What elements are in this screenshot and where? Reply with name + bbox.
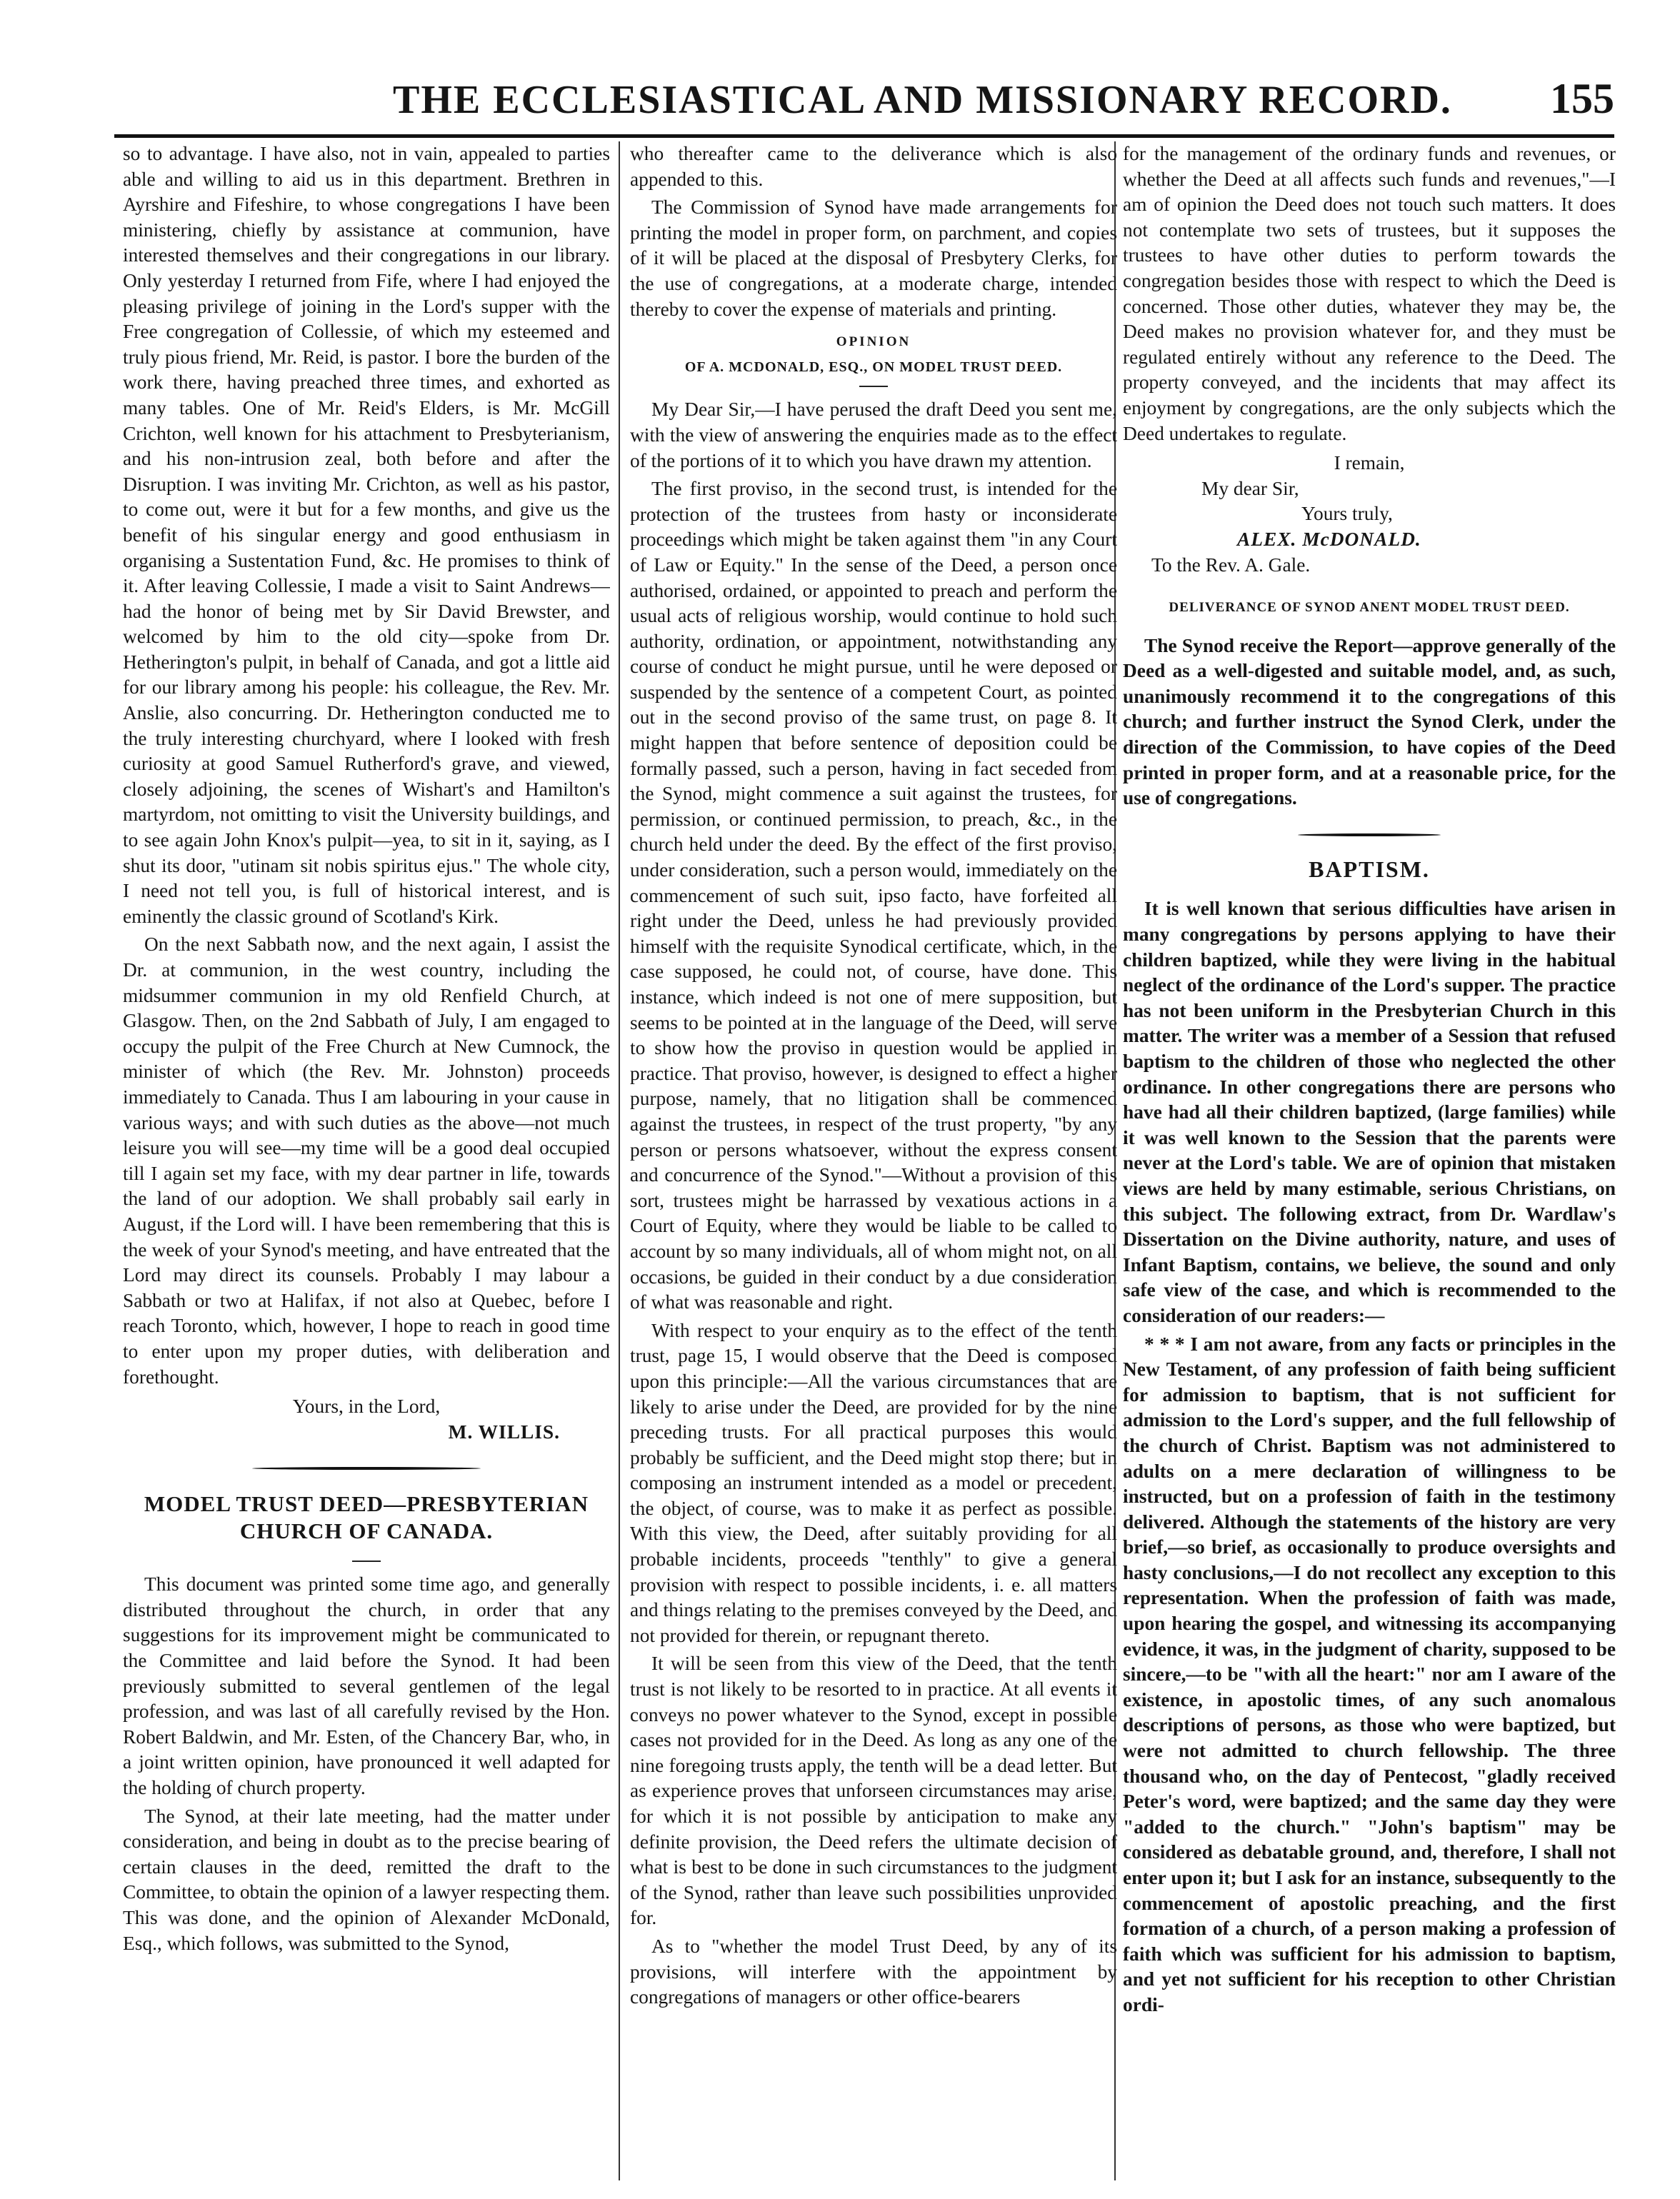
section-divider bbox=[252, 1463, 481, 1473]
opinion-title: OPINION bbox=[836, 334, 911, 350]
trust-deed-paragraph-3: who thereafter came to the deliverance which is also appended to this. bbox=[630, 143, 1117, 190]
trust-deed-paragraph-1: This document was printed some time ago, and generally distributed throughout the church, in order that any suggestions for its improvement might be communicated to the Committee and laid before the Synod. It had been previously submitted to several gentlemen of the legal profession, and was last of all carefully revised by the Hon. Robert Baldwin, and Mr. Esten, of the Chancery Bar, who, in a joint written opinion, have pronounced it well adapted for the holding of church property. bbox=[123, 1573, 610, 1799]
baptism-paragraph-1: It is well known that serious difficulties have arisen in many congregations by persons applying to have their children baptized, while they were living in the habitual neglect of the ordinance of the Lord's supper. The practice has not been uniform in the Presbyterian Church in this matter. The writer was a member of a Session that refused baptism to the children of those who neglected the other ordinance. In other congregations there are persons who have had all their children baptized, (large families) while it was well known to the Session that the parents were never at the Lord's table. We are of opinion that mistaken views are held by many estimable, serious Christians, on this subject. The following extract, from Dr. Wardlaw's Dissertation on the Divine authority, nature, and uses of Infant Baptism, contains, we believe, the sound and only safe view of the case, and which is recommended to the consideration of our readers:— bbox=[1123, 898, 1616, 1326]
letter-signature-block bbox=[123, 1394, 610, 1445]
section-title-model-trust-deed: MODEL TRUST DEED—PRESBYTERIAN CHURCH OF CANADA. bbox=[144, 1491, 589, 1544]
letter-sign-off: Yours, in the Lord, bbox=[292, 1396, 441, 1418]
trust-deed-paragraph-4: The Commission of Synod have made arrangements for printing the model in proper form, on parchment, and copies of it will be placed at the disposal of Presbytery Clerks, for the use of congregations, at a moderate charge, intended thereby to cover the expense of materials and printing. bbox=[630, 196, 1117, 320]
opinion-paragraph-2: The first proviso, in the second trust, is intended for the protection of the trustees from hasty or inconsiderate proceedings which might be taken against them "in any Court of Law or Equity." In the sense of the Deed, a person once authorised, ordained, or appointed to preach and perform the usual acts of religious worship, would continue to hold such authority, ordination, or appointment, notwithstanding any course of conduct he might pursue, until he were deposed or suspended by the sentence of a competent Court, as pointed out in the second proviso of the same trust, on page 8. It might happen that before sentence of deposition could be formally passed, such a person, having in fact seceded from the Synod, might commence a suit against the trustees, for permission, or continued permission, to preach, &c., in the church held under the deed. By the effect of the first proviso, under consideration, such a person would, immediately on the commencement of such suit, ipso facto, have forfeited all right under the Deed, unless he had previously provided himself with the requisite Synodical certificate, which, in the case supposed, he could not, of course, have done. This instance, which indeed is not one of mere supposition, but seems to be pointed at in the language of the Deed, will serve to show how the proviso in question would be applied in practice. That proviso, however, is designed to effect a higher purpose, namely, that no litigation shall be commenced against the trustees, in respect of the trust property, "by any person or persons whatsoever, without the express consent and concurrence of the Synod."—Without a provision of this sort, trustees might be harrassed by vexatious actions in a Court of Equity, where they would be liable to be called to account by so many individuals, all of whom might not, on all occasions, be guided in their conduct by a due consideration of what was reasonable and right. bbox=[630, 478, 1117, 1313]
column-left bbox=[123, 141, 610, 2180]
opinion-paragraph-1: My Dear Sir,—I have perused the draft Deed you sent me, with the view of answering the enquiries made as to the effect of the portions of it to which you have drawn my attention. bbox=[630, 399, 1117, 471]
running-title: THE ECCLESIASTICAL AND MISSIONARY RECORD. bbox=[393, 78, 1452, 122]
baptism-divider bbox=[1298, 830, 1441, 840]
opinion-dash bbox=[859, 386, 888, 387]
deliverance-title: DELIVERANCE OF SYNOD ANENT MODEL TRUST DEED. bbox=[1169, 600, 1570, 616]
letter-paragraph-2: On the next Sabbath now, and the next again, I assist the Dr. at communion, in the west country, including the midsummer communion in my old Renfield Church, at Glasgow. Then, on the 2nd Sabbath of July, I am engaged to occupy the pulpit of the Free Church at New Cumnock, the minister of which (the Rev. Mr. Johnston) proceeds immediately to Canada. Thus I am labouring in your cause in various ways; and with such duties as the above—not much leisure you will see—my time will be a good deal occupied till I again set my face, with my dear partner in life, towards the land of our adoption. We shall probably sail early in August, if the Lord will. I have been remembering that this is the week of your Synod's meeting, and have entreated that the Lord may direct its counsels. Probably I may labour a Sabbath or two at Halifax, if not also at Quebec, before I reach Toronto, which, however, I hope to reach in good time to enter upon my proper duties, with deliberation and forethought. bbox=[123, 933, 610, 1388]
closing-signature: ALEX. McDONALD. bbox=[1237, 528, 1421, 550]
title-dash bbox=[352, 1561, 381, 1562]
opinion-paragraph-4: It will be seen from this view of the Deed, that the tenth trust is not likely to be resorted to in practice. At all events it conveys no power whatever to the Synod, except in possible cases not provided for in the Deed. As long as any one of the nine foregoing trusts apply, the tenth will be a dead letter. But as experience proves that unforseen circumstances may arise, for which it is not possible by anticipation to make any definite provision, the Deed refers the ultimate decision of what is best to be done in such circumstances to the judgment of the Synod, rather than leave such possibilities unprovided for. bbox=[630, 1653, 1117, 1929]
opinion-paragraph-6: for the management of the ordinary funds and revenues, or whether the Deed at all affects such funds and revenues,"—I am of opinion the Deed does not touch such matters. It does not contemplate two sets of trustees, but it supposes the trustees to have other duties to perform towards the congregation besides those with respect to which the Deed is concerned. Those other duties, whatever they may be, the Deed makes no provision whatever for, and they must be regulated entirely without any reference to the Deed. The property conveyed, and the incidents that may affect its enjoyment by congregations, are the only subjects which the Deed undertakes to regulate. bbox=[1123, 143, 1616, 444]
opinion-closing-block bbox=[1123, 451, 1616, 578]
closing-remain: I remain, bbox=[1334, 452, 1405, 474]
opinion-subtitle: OF A. MCDONALD, ESQ., ON MODEL TRUST DEED. bbox=[684, 359, 1063, 375]
baptism-paragraph-2: * * * I am not aware, from any facts or principles in the New Testament, of any profession of faith being sufficient for admission to baptism, that is not sufficient for admission to the Lord's supper, and the full fellowship of the church of Christ. Baptism was not administered to adults on a mere declaration of willingness to be instructed, but on a profession of faith in the testimony delivered. Although the statements of the history are very brief,—so brief, as occasionally to produce oversights and hasty conclusions,—I do not recollect any exception to this representation. When the profession of faith was made, upon hearing the gospel, and witnessing its accompanying evidence, it was, in the judgment of charity, supposed to be sincere,—to be "with all the heart:" nor am I aware of the existence, in apostolic times, of any such anomalous descriptions of persons, as those who were baptized, but were not admitted to church fellowship. The three thousand who, on the day of Pentecost, "gladly received Peter's word, were baptized; and the same day they were "added to the church." "John's baptism" may be considered as debatable ground, and, therefore, I shall not enter upon it; but I ask for an instance, subsequently to the commencement of apostolic preaching, and the first formation of a church, of a person making a profession of faith which was sufficient for his admission to baptism, and yet not sufficient for his reception to other Christian ordi- bbox=[1123, 1333, 1616, 2015]
section-title-baptism: BAPTISM. bbox=[1309, 856, 1430, 882]
deliverance-body bbox=[1123, 633, 1616, 811]
page-number: 155 bbox=[1550, 75, 1614, 122]
closing-addressee: To the Rev. A. Gale. bbox=[1151, 553, 1311, 576]
deliverance-paragraph: The Synod receive the Report—approve generally of the Deed as a well-digested and suitable model, and, as such, unanimously recommend it to the congregations of this church; and further instruct the Synod Clerk, under the direction of the Commission, to have copies of the Deed printed in proper form, and at a reasonable price, for the use of congregations. bbox=[1123, 634, 1616, 809]
opinion-paragraph-3: With respect to your enquiry as to the effect of the tenth trust, page 15, I would observe that the Deed is composed upon this principle:—All the various circumstances that are likely to arise under the Deed, are provided for by the nine preceding trusts. For all practical purposes this would probably be sufficient, and the Deed might stop there; but in composing an instrument intended as a model or precedent, the object, of course, was to make it as perfect as possible. With this view, the Deed, after suitably providing for all probable incidents, proceeds "tenthly" to give a general provision with respect to possible incidents, i. e. all matters and things relating to the premises conveyed by the Deed, and not provided for therein, or repugnant thereto. bbox=[630, 1319, 1117, 1646]
letter-paragraph-1: so to advantage. I have also, not in vain, appealed to parties able and willing to aid us in this department. Brethren in Ayrshire and Fifeshire, to whose congregations I have been ministering, chiefly by assistance at communion, have interested themselves and their congregations in our library. Only yesterday I returned from Fife, where I had enjoyed the pleasing privilege of joining in the Lord's supper with the Free congregation of Collessie, of which my esteemed and truly pious friend, Mr. Reid, is pastor. I bore the burden of the work there, having preached three times, and exhorted as many tables. One of Mr. Reid's Elders, is Mr. McGill Crichton, well known for his attachment to Presbyterianism, and his non-intrusion zeal, both before and after the Disruption. I was inviting Mr. Crichton, as well as his pastor, to come out, were it but for a few months, and give us the benefit of his singular energy and good enthusiasm in organising a Sustentation Fund, &c. He promises to think of it. After leaving Collessie, I made a visit to Saint Andrews—had the honor of being met by Sir David Brewster, and welcomed by him to the old city—spoke from Dr. Hetherington's pulpit, in behalf of Canada, and got a little aid for our library among his people: his colleague, the Rev. Mr. Anslie, also concurring. Dr. Hetherington conducted me to the truly interesting churchyard, where I looked with fresh curiosity at good Samuel Rutherford's grave, and viewed, closely adjoining, the scenes of Wishart's and Hamilton's martyrdom, not omitting to visit the University buildings, and to see again John Knox's pulpit—yea, to sit in it, saying, as I shut its door, "utinam sit nobis spiritus ejus." The whole city, I need not tell you, is full of historical interest, and is eminently the classic ground of Scotland's Kirk. bbox=[123, 143, 610, 927]
page-header bbox=[114, 69, 1614, 138]
column-rule-left bbox=[619, 141, 620, 2180]
column-middle bbox=[630, 141, 1117, 2180]
closing-yours: Yours truly, bbox=[1301, 503, 1393, 525]
baptism-body bbox=[1123, 896, 1616, 2018]
trust-deed-paragraph-2: The Synod, at their late meeting, had the matter under consideration, and being in doubt as to the precise bearing of certain clauses in the deed, remitted the draft to the Committee, to obtain the opinion of a lawyer respecting them. This was done, and the opinion of Alexander McDonald, Esq., which follows, was submitted to the Synod, bbox=[123, 1805, 610, 1954]
closing-salutation: My dear Sir, bbox=[1201, 477, 1299, 499]
letter-signature: M. WILLIS. bbox=[448, 1421, 560, 1443]
column-right bbox=[1123, 141, 1616, 2180]
opinion-paragraph-5: As to "whether the model Trust Deed, by any of its provisions, will interfere with the appointment by congregations of managers or other office-bearers bbox=[630, 1935, 1117, 2008]
